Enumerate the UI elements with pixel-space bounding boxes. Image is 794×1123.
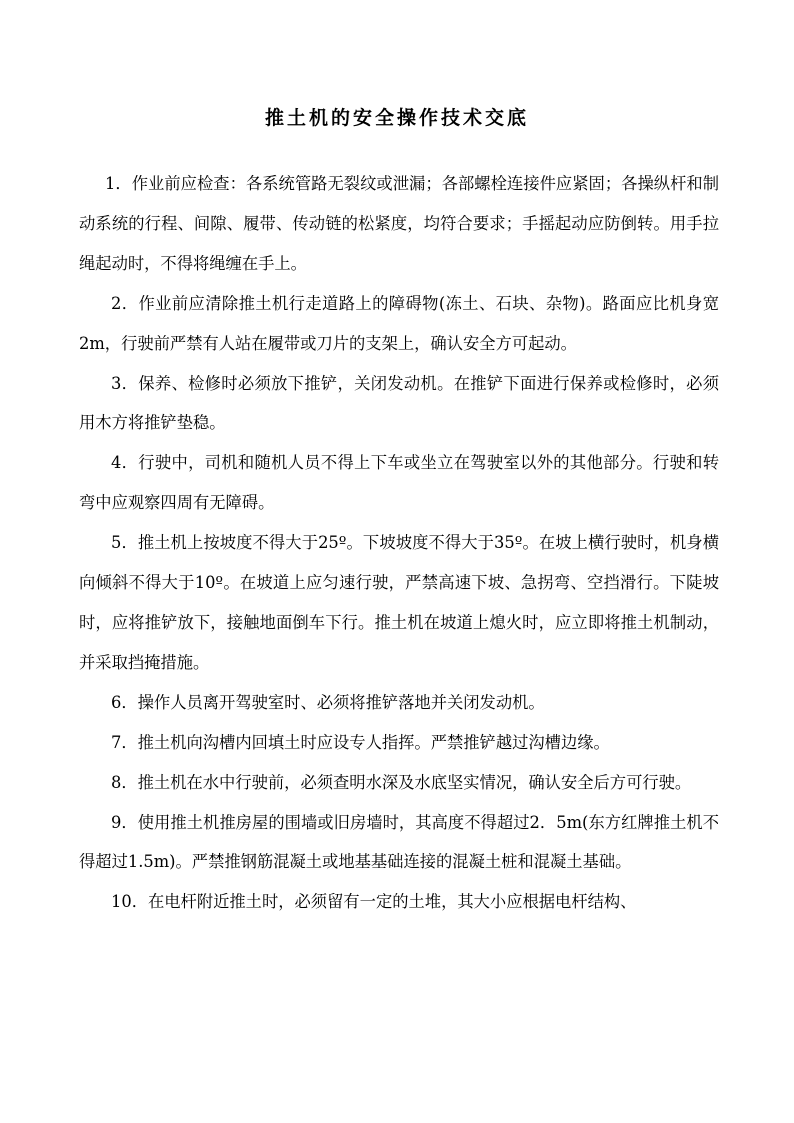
paragraph-6: 6．操作人员离开驾驶室时、必须将推铲落地并关闭发动机。 (111, 692, 545, 712)
document-body (79, 164, 719, 922)
paragraph-7: 7．推土机向沟槽内回填土时应设专人指挥。严禁推铲越过沟槽边缘。 (111, 732, 610, 752)
paragraph-10: 10．在电杆附近推土时，必须留有一定的土堆，其大小应根据电杆结构、 (111, 892, 637, 912)
paragraph-8: 8．推土机在水中行驶前，必须查明水深及水底坚实情况，确认安全后方可行驶。 (111, 772, 692, 792)
paragraph-2: 2．作业前应清除推土机行走道路上的障碍物(冻土、石块、杂物)。路面应比机身宽2m，行驶前严禁有人站在履带或刀片的支架上，确认安全方可起动。 (79, 293, 719, 353)
paragraph-9: 9．使用推土机推房屋的围墙或旧房墙时，其高度不得超过2．5m(东方红牌推土机不得超过1.5m)。严禁推钢筋混凝土或地基基础连接的混凝土桩和混凝土基础。 (79, 812, 719, 872)
paragraph-1: 1．作业前应检查：各系统管路无裂纹或泄漏；各部螺栓连接件应紧固；各操纵杆和制动系统的行程、间隙、履带、传动链的松紧度，均符合要求；手摇起动应防倒转。用手拉绳起动时，不得将绳缠在手上。 (79, 174, 719, 273)
paragraph-5: 5．推土机上按坡度不得大于25º。下坡坡度不得大于35º。在坡上横行驶时，机身横向倾斜不得大于10º。在坡道上应匀速行驶，严禁高速下坡、急拐弯、空挡滑行。下陡坡时，应将推铲放下，接触地面倒车下行。推土机在坡道上熄火时，应立即将推土机制动，并采取挡掩措施。 (79, 533, 719, 672)
document-title: 推土机的安全操作技术交底 (264, 107, 529, 129)
paragraph-3: 3．保养、检修时必须放下推铲，关闭发动机。在推铲下面进行保养或检修时，必须用木方将推铲垫稳。 (79, 373, 719, 433)
paragraph-4: 4．行驶中，司机和随机人员不得上下车或坐立在驾驶室以外的其他部分。行驶和转弯中应观察四周有无障碍。 (79, 453, 719, 513)
